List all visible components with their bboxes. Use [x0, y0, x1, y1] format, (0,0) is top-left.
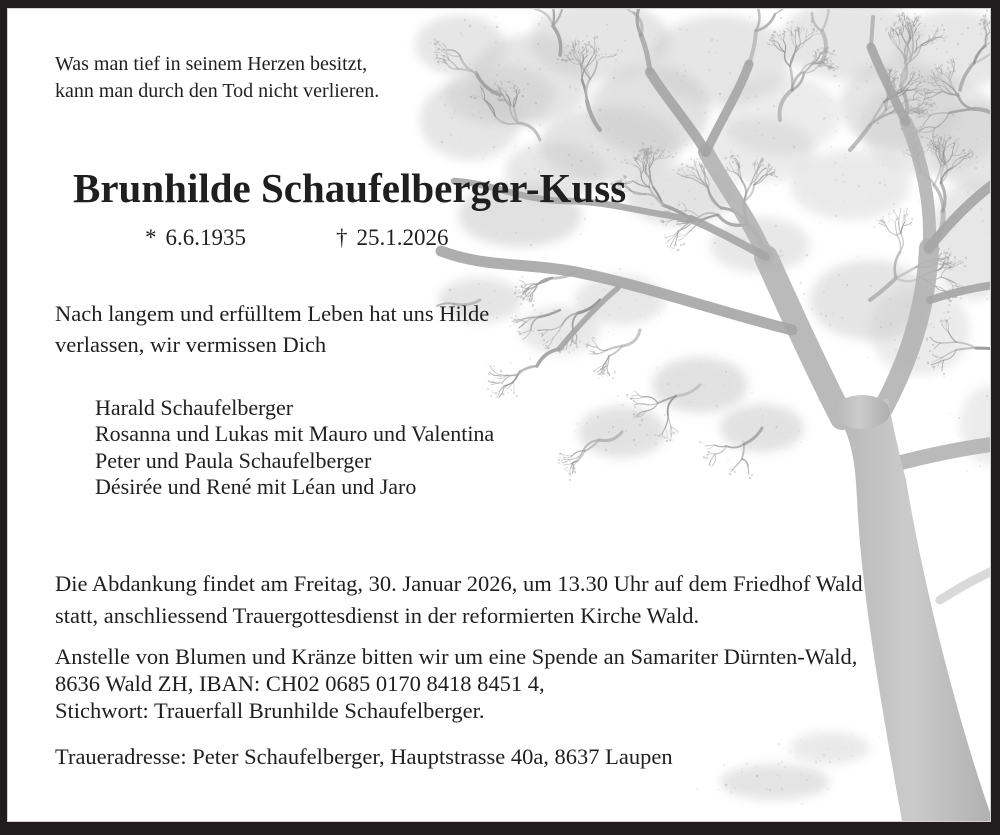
birth-asterisk-icon: *: [145, 225, 157, 250]
farewell-line: verlassen, wir vermissen Dich: [55, 332, 327, 357]
funeral-details: [55, 568, 863, 632]
death-cross-icon: †: [336, 225, 348, 250]
mourning-address: Traueradresse: Peter Schaufelberger, Hauptstrasse 40a, 8637 Laupen: [55, 744, 673, 769]
deceased-name: Brunhilde Schaufelberger-Kuss: [73, 165, 627, 211]
donation-line: 8636 Wald ZH, IBAN: CH02 0685 0170 8418 8451 4,: [55, 671, 545, 696]
donation-details: [55, 643, 857, 724]
epigraph-line: Was man tief in seinem Herzen besitzt,: [55, 53, 368, 75]
mourner-line: Désirée und René mit Léan und Jaro: [95, 473, 417, 499]
death-date: [336, 224, 449, 252]
birth-date-value: 6.6.1935: [165, 225, 246, 250]
death-date-value: 25.1.2026: [356, 225, 449, 250]
mourner-line: Peter und Paula Schaufelberger: [95, 447, 372, 473]
mourner-line: Rosanna und Lukas mit Mauro und Valentina: [95, 421, 495, 447]
life-dates: [0, 224, 1000, 254]
epigraph-line: kann man durch den Tod nicht verlieren.: [55, 80, 380, 102]
donation-line: Anstelle von Blumen und Kränze bitten wir um eine Spende an Samariter Dürnten-Wald,: [55, 644, 858, 669]
mourner-line: Harald Schaufelberger: [95, 395, 294, 420]
donation-line: Stichwort: Trauerfall Brunhilde Schaufelberger.: [55, 698, 485, 723]
farewell-line: Nach langem und erfülltem Leben hat uns Hilde: [55, 301, 490, 326]
funeral-line: Die Abdankung findet am Freitag, 30. Januar 2026, um 13.30 Uhr auf dem Friedhof Wald: [55, 571, 863, 596]
funeral-line: statt, anschliessend Trauergottesdienst in der reformierten Kirche Wald.: [55, 603, 700, 628]
mourners-list: [95, 395, 494, 500]
farewell-text: [55, 298, 489, 360]
epigraph: [55, 51, 379, 105]
birth-date: [145, 224, 246, 252]
